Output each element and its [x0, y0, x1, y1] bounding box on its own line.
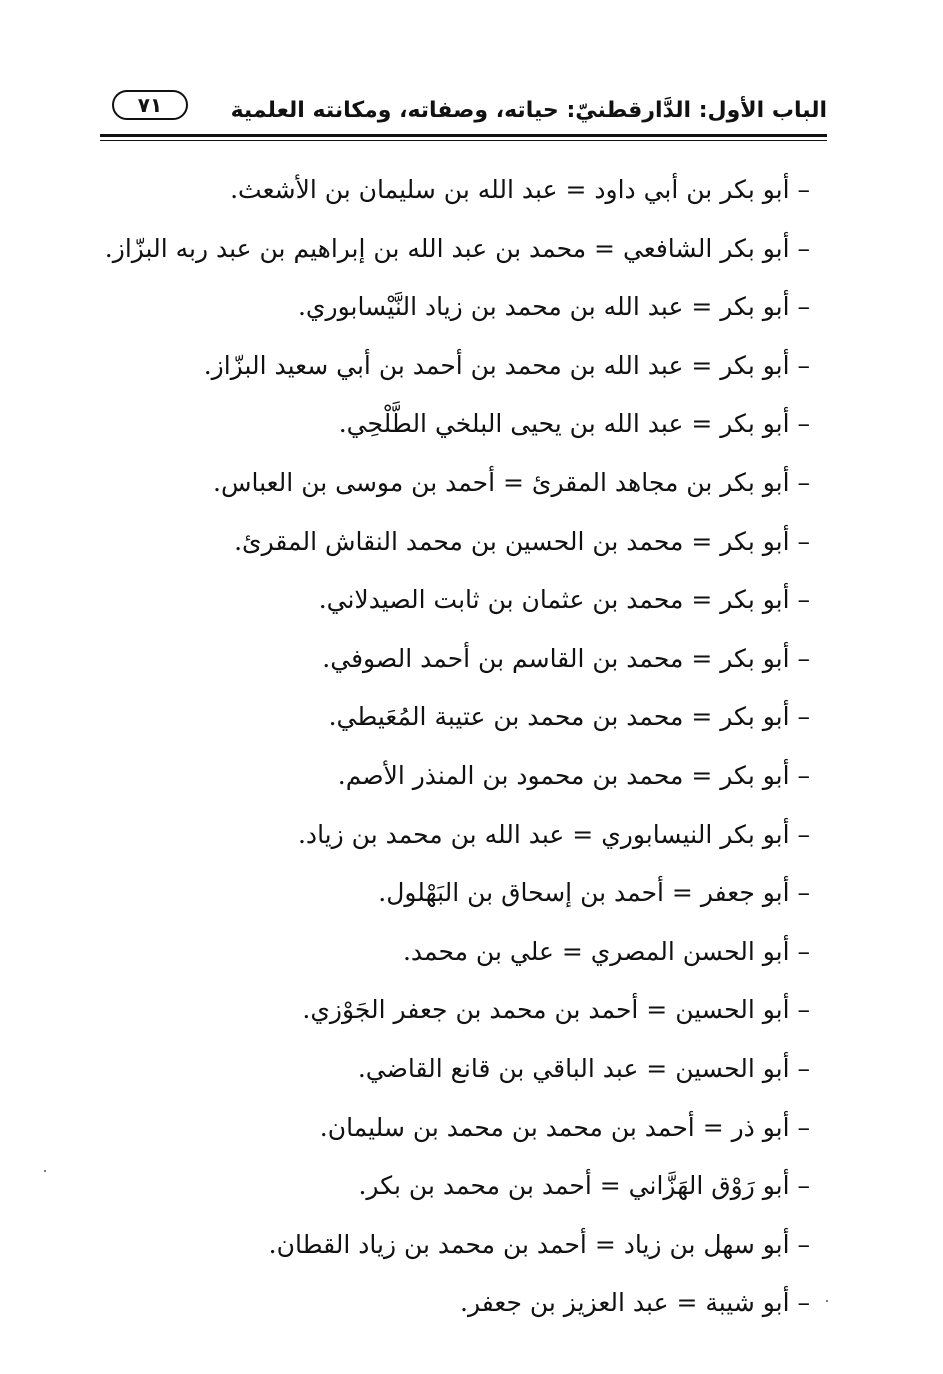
name-entry: – أبو بكر الشافعي = محمد بن عبد الله بن إبراهيم بن عبد ربه البزّاز. — [104, 233, 810, 263]
header-rule-thin — [100, 140, 827, 141]
name-entry: – أبو الحسين = عبد الباقي بن قانع القاضي. — [357, 1053, 810, 1083]
scan-speck — [44, 1170, 46, 1172]
name-entry: – أبو بكر = محمد بن القاسم بن أحمد الصوفي. — [322, 643, 810, 673]
name-entry: – أبو بكر = محمد بن محمود بن المنذر الأصم. — [337, 760, 810, 790]
name-entry: – أبو سهل بن زياد = أحمد بن محمد بن زياد القطان. — [268, 1229, 810, 1259]
name-entry: – أبو بكر = عبد الله بن محمد بن زياد النَّيْسابوري. — [297, 292, 810, 322]
name-entry: – أبو بكر النيسابوري = عبد الله بن محمد بن زياد. — [297, 819, 810, 849]
name-entry: – أبو بكر بن مجاهد المقرئ = أحمد بن موسى بن العباس. — [213, 467, 810, 497]
name-entry-list — [104, 170, 810, 1342]
page-number: ٧١ — [112, 90, 188, 120]
name-entry: – أبو بكر = محمد بن عثمان بن ثابت الصيدلاني. — [318, 585, 810, 615]
name-entry: – أبو بكر = عبد الله بن محمد بن أحمد بن أبي سعيد البزّاز. — [203, 350, 810, 380]
name-entry: – أبو الحسين = أحمد بن محمد بن جعفر الجَوْزي. — [302, 995, 810, 1025]
name-entry: – أبو شيبة = عبد العزيز بن جعفر. — [460, 1288, 810, 1318]
name-entry: – أبو بكر بن أبي داود = عبد الله بن سليمان بن الأشعث. — [230, 175, 810, 204]
name-entry: – أبو بكر = محمد بن محمد بن عتيبة المُعَيطي. — [328, 702, 810, 732]
chapter-title: الباب الأول: الدَّارقطنيّ: حياته، وصفاته، ومكانته العلمية — [230, 98, 827, 123]
header-rule-thick — [100, 134, 827, 137]
scan-speck — [826, 1300, 828, 1302]
page-header — [100, 84, 827, 152]
name-entry: – أبو ذر = أحمد بن محمد بن محمد بن سليمان. — [319, 1112, 810, 1142]
name-entry: – أبو بكر = عبد الله بن يحيى البلخي الطَّلْحِي. — [338, 409, 810, 439]
name-entry: – أبو الحسن المصري = علي بن محمد. — [402, 936, 810, 966]
name-entry: – أبو بكر = محمد بن الحسين بن محمد النقاش المقرئ. — [234, 526, 810, 556]
name-entry: – أبو رَوْق الهَزَّاني = أحمد بن محمد بن بكر. — [358, 1171, 810, 1201]
name-entry: – أبو جعفر = أحمد بن إسحاق بن البَهْلول. — [378, 878, 810, 908]
